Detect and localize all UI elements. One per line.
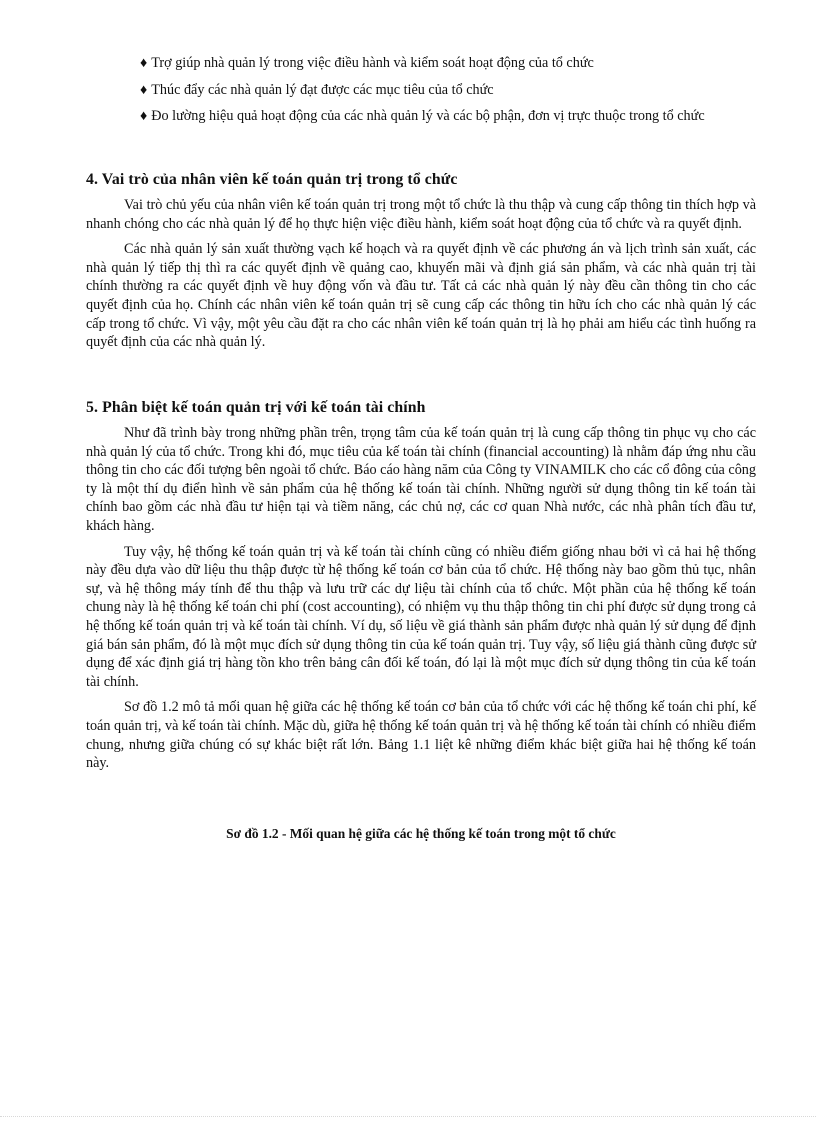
page-bottom-border [0, 1116, 816, 1117]
paragraph: Vai trò chủ yếu của nhân viên kế toán quản trị trong một tổ chức là thu thập và cung cấp thông tin thích hợp và nhanh chóng cho các nhà quản lý để họ thực hiện việc điều hành, kiểm soát hoạt động của tổ chức và ra quyết định. [86, 197, 756, 232]
bullet-text: Đo lường hiệu quả hoạt động của các nhà quản lý và các bộ phận, đơn vị trực thuộc trong tổ chức [151, 108, 705, 125]
paragraph: Các nhà quản lý sản xuất thường vạch kế hoạch và ra quyết định về các phương án và lịch trình sản xuất, các nhà quản lý tiếp thị thì ra các quyết định về quảng cao, khuyến mãi và định giá sản phẩm, và các nhà quản trị tài chính thường ra các quyết định về huy động vốn và đầu tư. Tất cả các nhà quản lý này đều cần thông tin cho các quyết định của họ. Chính các nhân viên kế toán quản trị sẽ cung cấp các thông tin hữu ích cho các nhà quản lý các cấp trong tổ chức. Vì vậy, một yêu cầu đặt ra cho các nhân viên kế toán quản trị là họ phải am hiểu các tình huống ra quyết định của các nhà quản lý. [86, 241, 756, 351]
section-4-heading: 4. Vai trò của nhân viên kế toán quản trị trong tổ chức [86, 171, 458, 188]
section-5 [86, 399, 756, 780]
bullet-item [140, 54, 756, 73]
paragraph: Như đã trình bày trong những phần trên, trọng tâm của kế toán quản trị là cung cấp thông tin phục vụ cho các nhà quản lý của tổ chức. Trong khi đó, mục tiêu của kế toán tài chính (financial accounting) là nhằm đáp ứng nhu cầu thông tin cho các đối tượng bên ngoài tổ chức. Báo cáo hàng năm của Công ty VINAMILK cho các cổ đông của công ty là một thí dụ điển hình về sản phẩm của hệ thống kế toán tài chính. Những người sử dụng thông tin kế toán tài chính bao gồm các nhà đầu tư hiện tại và tiềm năng, các chủ nợ, các cơ quan Nhà nước, các nhà phân tích đầu tư, khách hàng. [86, 425, 756, 534]
bullet-text: Thúc đẩy các nhà quản lý đạt được các mục tiêu của tổ chức [151, 81, 494, 98]
bullet-text: Trợ giúp nhà quản lý trong việc điều hành và kiểm soát hoạt động của tổ chức [151, 55, 594, 71]
diamond-bullet-icon: ♦ [140, 55, 148, 71]
paragraph: Tuy vậy, hệ thống kế toán quản trị và kế toán tài chính cũng có nhiều điểm giống nhau bởi vì cả hai hệ thống này đều dựa vào dữ liệu thu thập được từ hệ thống kế toán cơ bản của tổ chức. Hệ thống này bao gồm thủ tục, nhân sự, và hệ thông máy tính để thu thập và lưu trữ các dự liệu tài chính của tổ chức. Một phần của hệ thống kế toán chung này là hệ thống kế toán chi phí (cost accounting), có nhiệm vụ thu thập thông tin chi phí được sử dụng trong cả hệ thống kế toán quản trị và kế toán tài chính. Ví dụ, số liệu về giá thành sản phẩm được nhà quản lý sử dụng để định giá bán sản phẩm, đó là một mục đích sử dụng thông tin của kế toán quản trị. Tuy vậy, số liệu giá thành cũng được sử dụng để xác định giá trị hàng tồn kho trên bảng cân đối kế toán, đó lại là một mục đích sử dụng thông tin của kế toán tài chính. [86, 543, 756, 690]
bullet-item [140, 107, 756, 126]
bullet-list [140, 54, 756, 134]
section-4 [86, 171, 756, 359]
diamond-bullet-icon: ♦ [140, 81, 148, 98]
bullet-item [140, 81, 756, 100]
section-5-heading: 5. Phân biệt kế toán quản trị với kế toán tài chính [86, 399, 426, 416]
paragraph: Sơ đồ 1.2 mô tả mối quan hệ giữa các hệ thống kế toán cơ bản của tổ chức với các hệ thống kế toán chi phí, kế toán quản trị, và kế toán tài chính. Mặc dù, giữa hệ thống kế toán quản trị và hệ thống kế toán tài chính có nhiều điểm chung, nhưng giữa chúng có sự khác biệt rất lớn. Bảng 1.1 liệt kê những điểm khác biệt giữa hai hệ thống kế toán này. [86, 699, 756, 772]
figure-caption: Sơ đồ 1.2 - Mối quan hệ giữa các hệ thống kế toán trong một tổ chức [226, 826, 616, 841]
diamond-bullet-icon: ♦ [140, 108, 148, 125]
